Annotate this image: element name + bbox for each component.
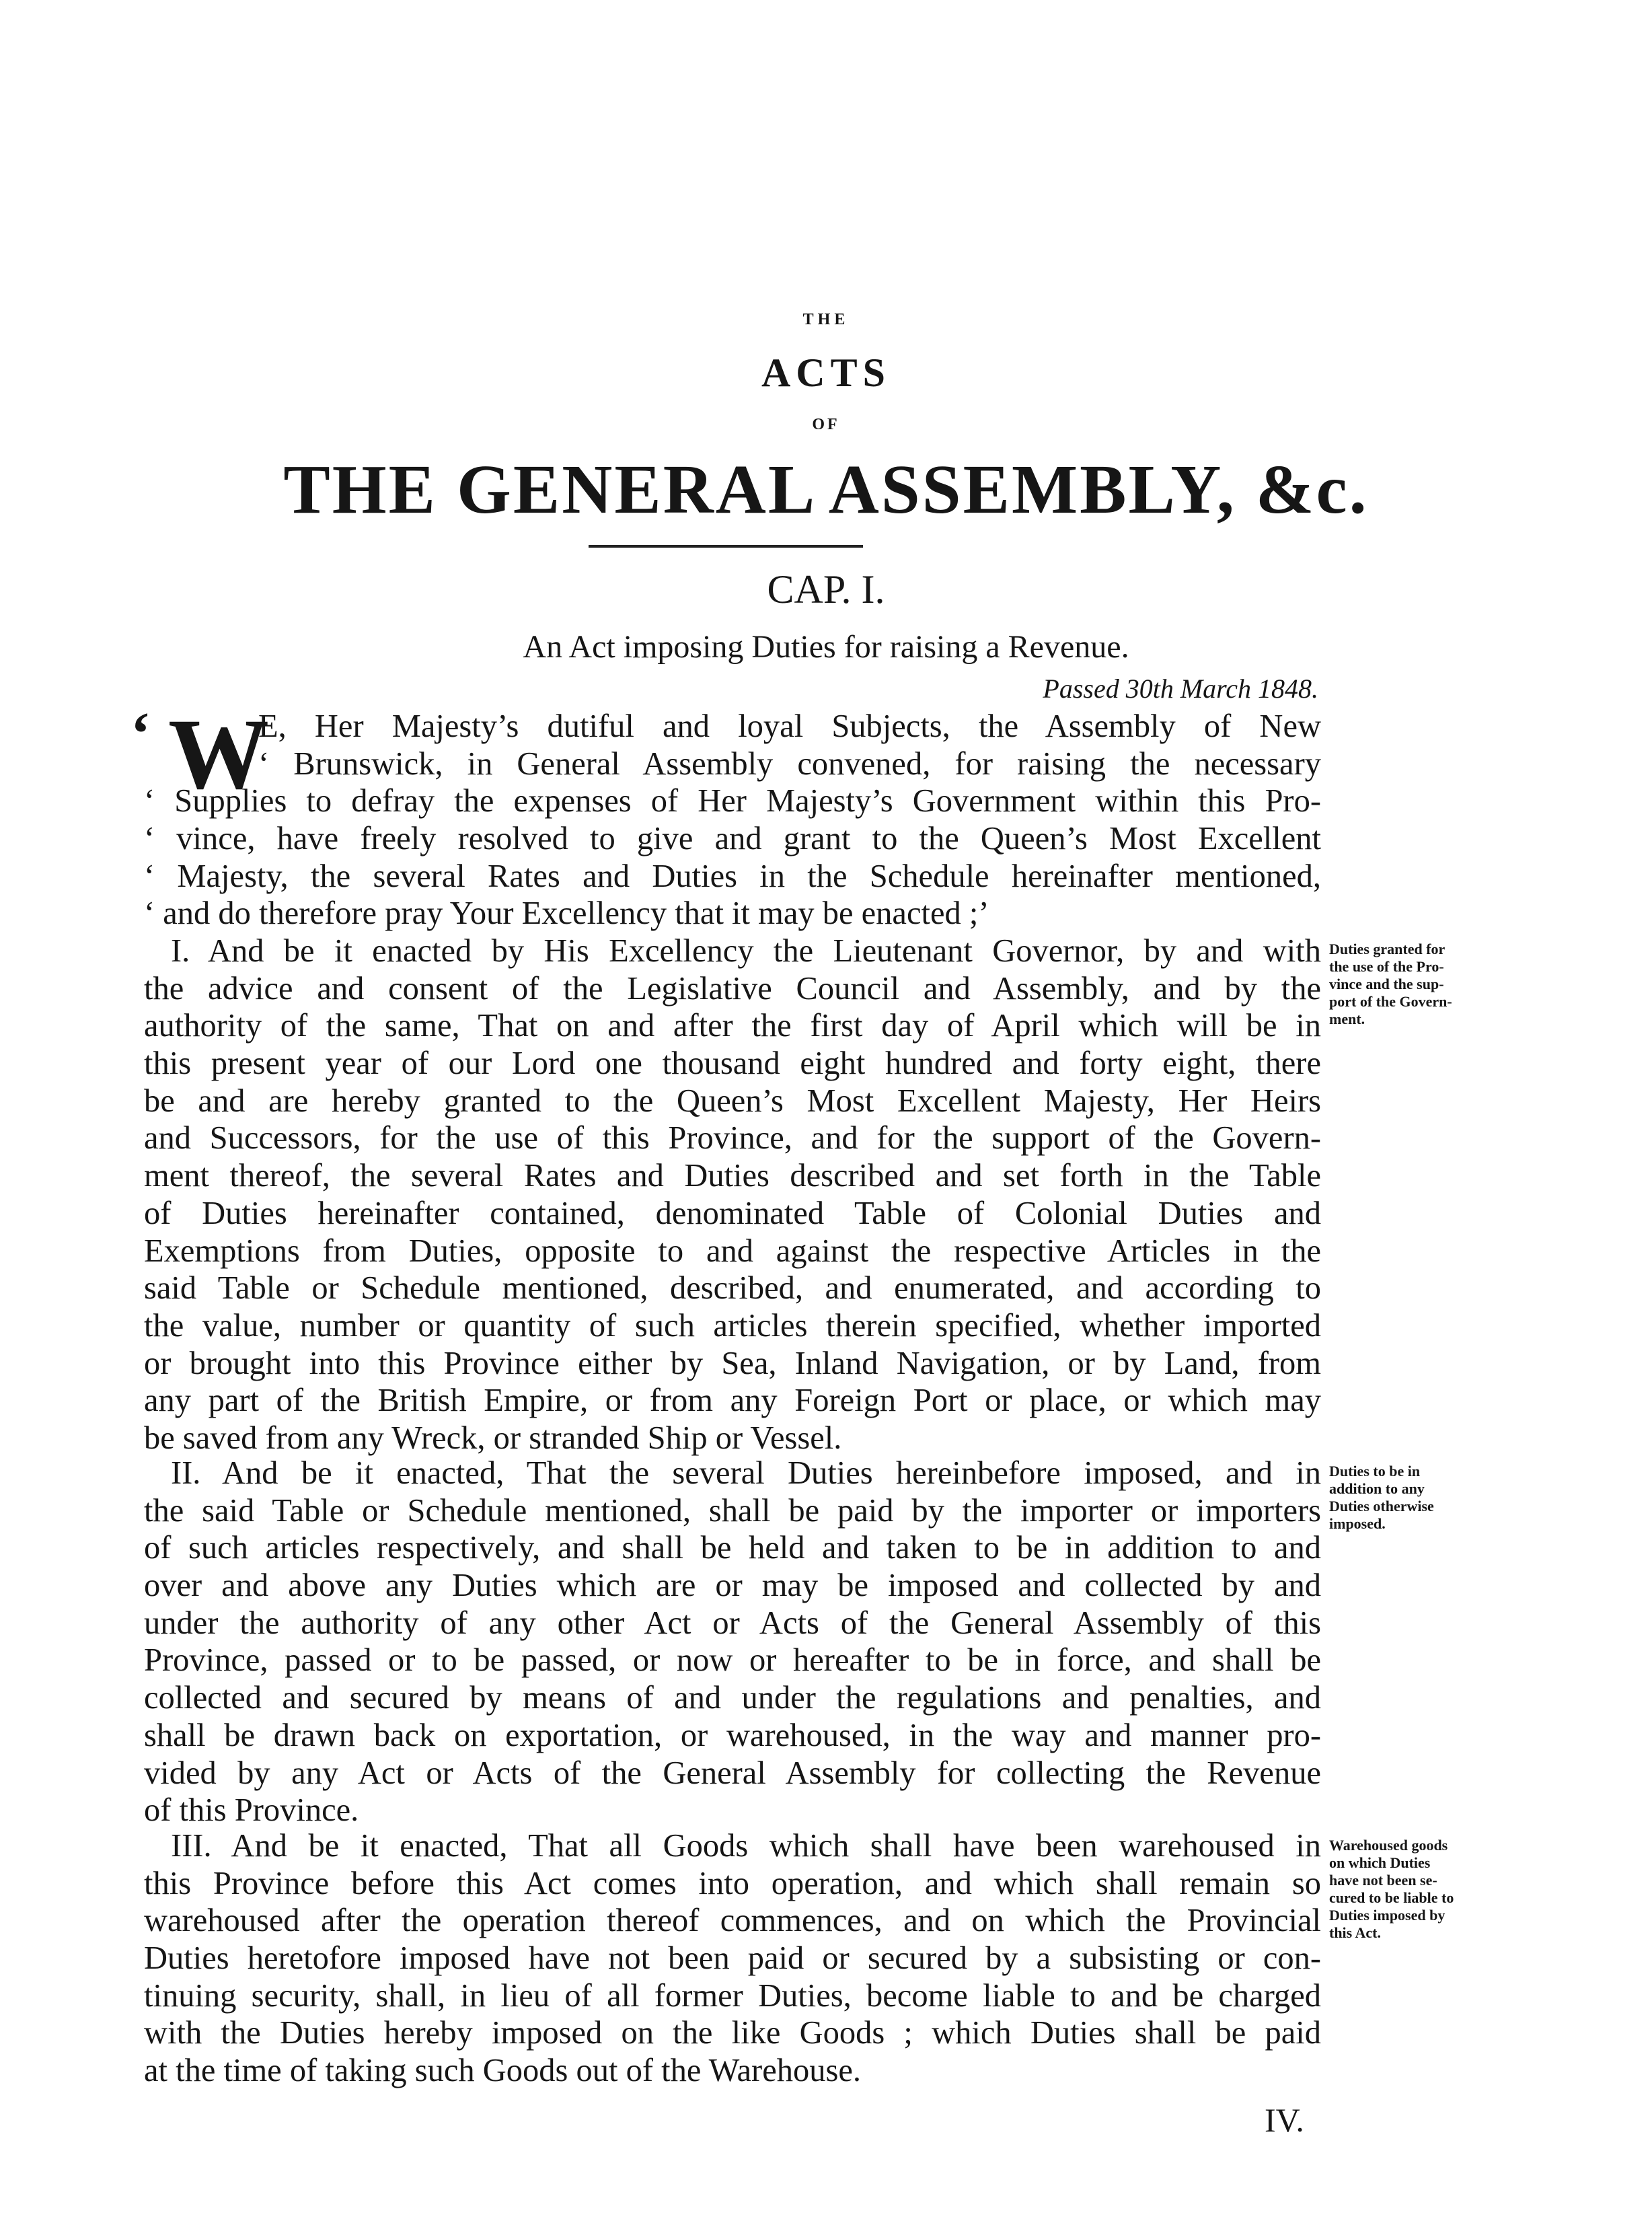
section-line: II. And be it enacted, That the several Duties hereinbefore imposed, and in bbox=[171, 1455, 1321, 1491]
page-title: THE GENERAL ASSEMBLY, &c. bbox=[283, 451, 1369, 528]
preamble-line: ‘ vince, have freely resolved to give and grant to the Queen’s Most Excellent bbox=[144, 821, 1321, 857]
header-acts: ACTS bbox=[761, 351, 891, 395]
section-line: be saved from any Wreck, or stranded Ship or Vessel. bbox=[144, 1420, 842, 1456]
margin-note-line: addition to any bbox=[1329, 1480, 1425, 1497]
section-line: this present year of our Lord one thousand eight hundred and forty eight, there bbox=[144, 1046, 1321, 1082]
section-line: the value, number or quantity of such articles therein specified, whether imported bbox=[144, 1307, 1321, 1344]
section-line: with the Duties hereby imposed on the like Goods ; which Duties shall be paid bbox=[144, 2015, 1321, 2051]
preamble-line: ‘ Supplies to defray the expenses of Her Majesty’s Government within this Pro- bbox=[144, 783, 1321, 819]
margin-note-section-2 bbox=[1329, 1463, 1531, 1533]
section-line: III. And be it enacted, That all Goods which shall have been warehoused in bbox=[171, 1828, 1321, 1864]
catchword: IV. bbox=[1265, 2101, 1304, 2139]
preamble-line: ‘ Brunswick, in General Assembly convened, for raising the necessary bbox=[258, 745, 1321, 782]
section-line: warehoused after the operation thereof commences, and on which the Provincial bbox=[144, 1903, 1321, 1939]
section-line: vided by any Act or Acts of the General Assembly for collecting the Revenue bbox=[144, 1755, 1321, 1791]
section-line: under the authority of any other Act or Acts of the General Assembly of this bbox=[144, 1605, 1321, 1641]
section-line: authority of the same, That on and after the first day of April which will be in bbox=[144, 1008, 1321, 1044]
header-the: THE bbox=[802, 311, 850, 328]
header-of: OF bbox=[812, 416, 840, 433]
section-line: and Successors, for the use of this Province, and for the support of the Govern- bbox=[144, 1120, 1321, 1157]
section-line: over and above any Duties which are or may be imposed and collected by and bbox=[144, 1568, 1321, 1604]
section-line: be and are hereby granted to the Queen’s Most Excellent Majesty, Her Heirs bbox=[144, 1083, 1321, 1119]
section-line: Exemptions from Duties, opposite to and against the respective Articles in the bbox=[144, 1233, 1321, 1269]
section-line: said Table or Schedule mentioned, described, and enumerated, and according to bbox=[144, 1270, 1321, 1307]
margin-note-line: Duties to be in bbox=[1329, 1463, 1421, 1479]
margin-note-line: vince and the sup- bbox=[1329, 976, 1444, 992]
margin-note-line: Warehoused goods bbox=[1329, 1837, 1448, 1854]
margin-note-section-3 bbox=[1329, 1837, 1531, 1942]
margin-note-line: Duties granted for bbox=[1329, 941, 1446, 957]
section-line: the advice and consent of the Legislative Council and Assembly, and by the bbox=[144, 970, 1321, 1007]
section-line: or brought into this Province either by Sea, Inland Navigation, or by Land, from bbox=[144, 1345, 1321, 1381]
section-1 bbox=[144, 933, 1321, 1457]
preamble-line: ‘ and do therefore pray Your Excellency that it may be enacted ;’ bbox=[144, 896, 989, 932]
margin-note-line: Duties otherwise bbox=[1329, 1498, 1434, 1514]
section-line: of such articles respectively, and shall be held and taken to be in addition to and bbox=[144, 1530, 1321, 1566]
chapter-number: CAP. I. bbox=[767, 567, 885, 612]
margin-note-line: on which Duties bbox=[1329, 1854, 1431, 1871]
drop-cap: W bbox=[168, 698, 269, 810]
section-line: shall be drawn back on exportation, or warehoused, in the way and manner pro- bbox=[144, 1717, 1321, 1753]
section-line: ment thereof, the several Rates and Duties described and set forth in the Table bbox=[144, 1158, 1321, 1194]
act-title: An Act imposing Duties for raising a Revenue. bbox=[523, 629, 1129, 665]
margin-note-line: port of the Govern- bbox=[1329, 993, 1452, 1010]
preamble bbox=[144, 708, 1321, 933]
margin-note-line: ment. bbox=[1329, 1011, 1365, 1027]
preamble-line: E, Her Majesty’s dutiful and loyal Subjects, the Assembly of New bbox=[258, 708, 1321, 744]
preamble-open-quote: ‘ bbox=[130, 700, 151, 767]
section-line: any part of the British Empire, or from any Foreign Port or place, or which may bbox=[144, 1383, 1321, 1419]
margin-note-line: Duties imposed by bbox=[1329, 1907, 1446, 1924]
margin-note-section-1 bbox=[1329, 941, 1531, 1028]
section-3 bbox=[144, 1827, 1321, 2090]
margin-note-line: the use of the Pro- bbox=[1329, 958, 1444, 975]
title-divider bbox=[589, 545, 863, 548]
margin-note-line: cured to be liable to bbox=[1329, 1889, 1454, 1906]
margin-note-line: have not been se- bbox=[1329, 1872, 1437, 1889]
section-line: Province, passed or to be passed, or now or hereafter to be in force, and shall be bbox=[144, 1642, 1321, 1679]
passed-date: Passed 30th March 1848. bbox=[1043, 673, 1318, 704]
section-line: of this Province. bbox=[144, 1792, 359, 1829]
section-line: of Duties hereinafter contained, denominated Table of Colonial Duties and bbox=[144, 1195, 1321, 1231]
section-line: the said Table or Schedule mentioned, shall be paid by the importer or importers bbox=[144, 1492, 1321, 1529]
section-line: collected and secured by means of and under the regulations and penalties, and bbox=[144, 1680, 1321, 1716]
section-line: tinuing security, shall, in lieu of all former Duties, become liable to and be charged bbox=[144, 1977, 1321, 2014]
margin-note-line: imposed. bbox=[1329, 1515, 1386, 1532]
preamble-line: ‘ Majesty, the several Rates and Duties in the Schedule hereinafter mentioned, bbox=[144, 858, 1321, 894]
section-line: Duties heretofore imposed have not been paid or secured by a subsisting or con- bbox=[144, 1940, 1321, 1977]
section-2 bbox=[144, 1455, 1321, 1829]
section-line: I. And be it enacted by His Excellency the Lieutenant Governor, by and with bbox=[171, 933, 1321, 969]
section-line: at the time of taking such Goods out of the Warehouse. bbox=[144, 2053, 862, 2089]
margin-note-line: this Act. bbox=[1329, 1924, 1381, 1941]
section-line: this Province before this Act comes into operation, and which shall remain so bbox=[144, 1865, 1321, 1901]
